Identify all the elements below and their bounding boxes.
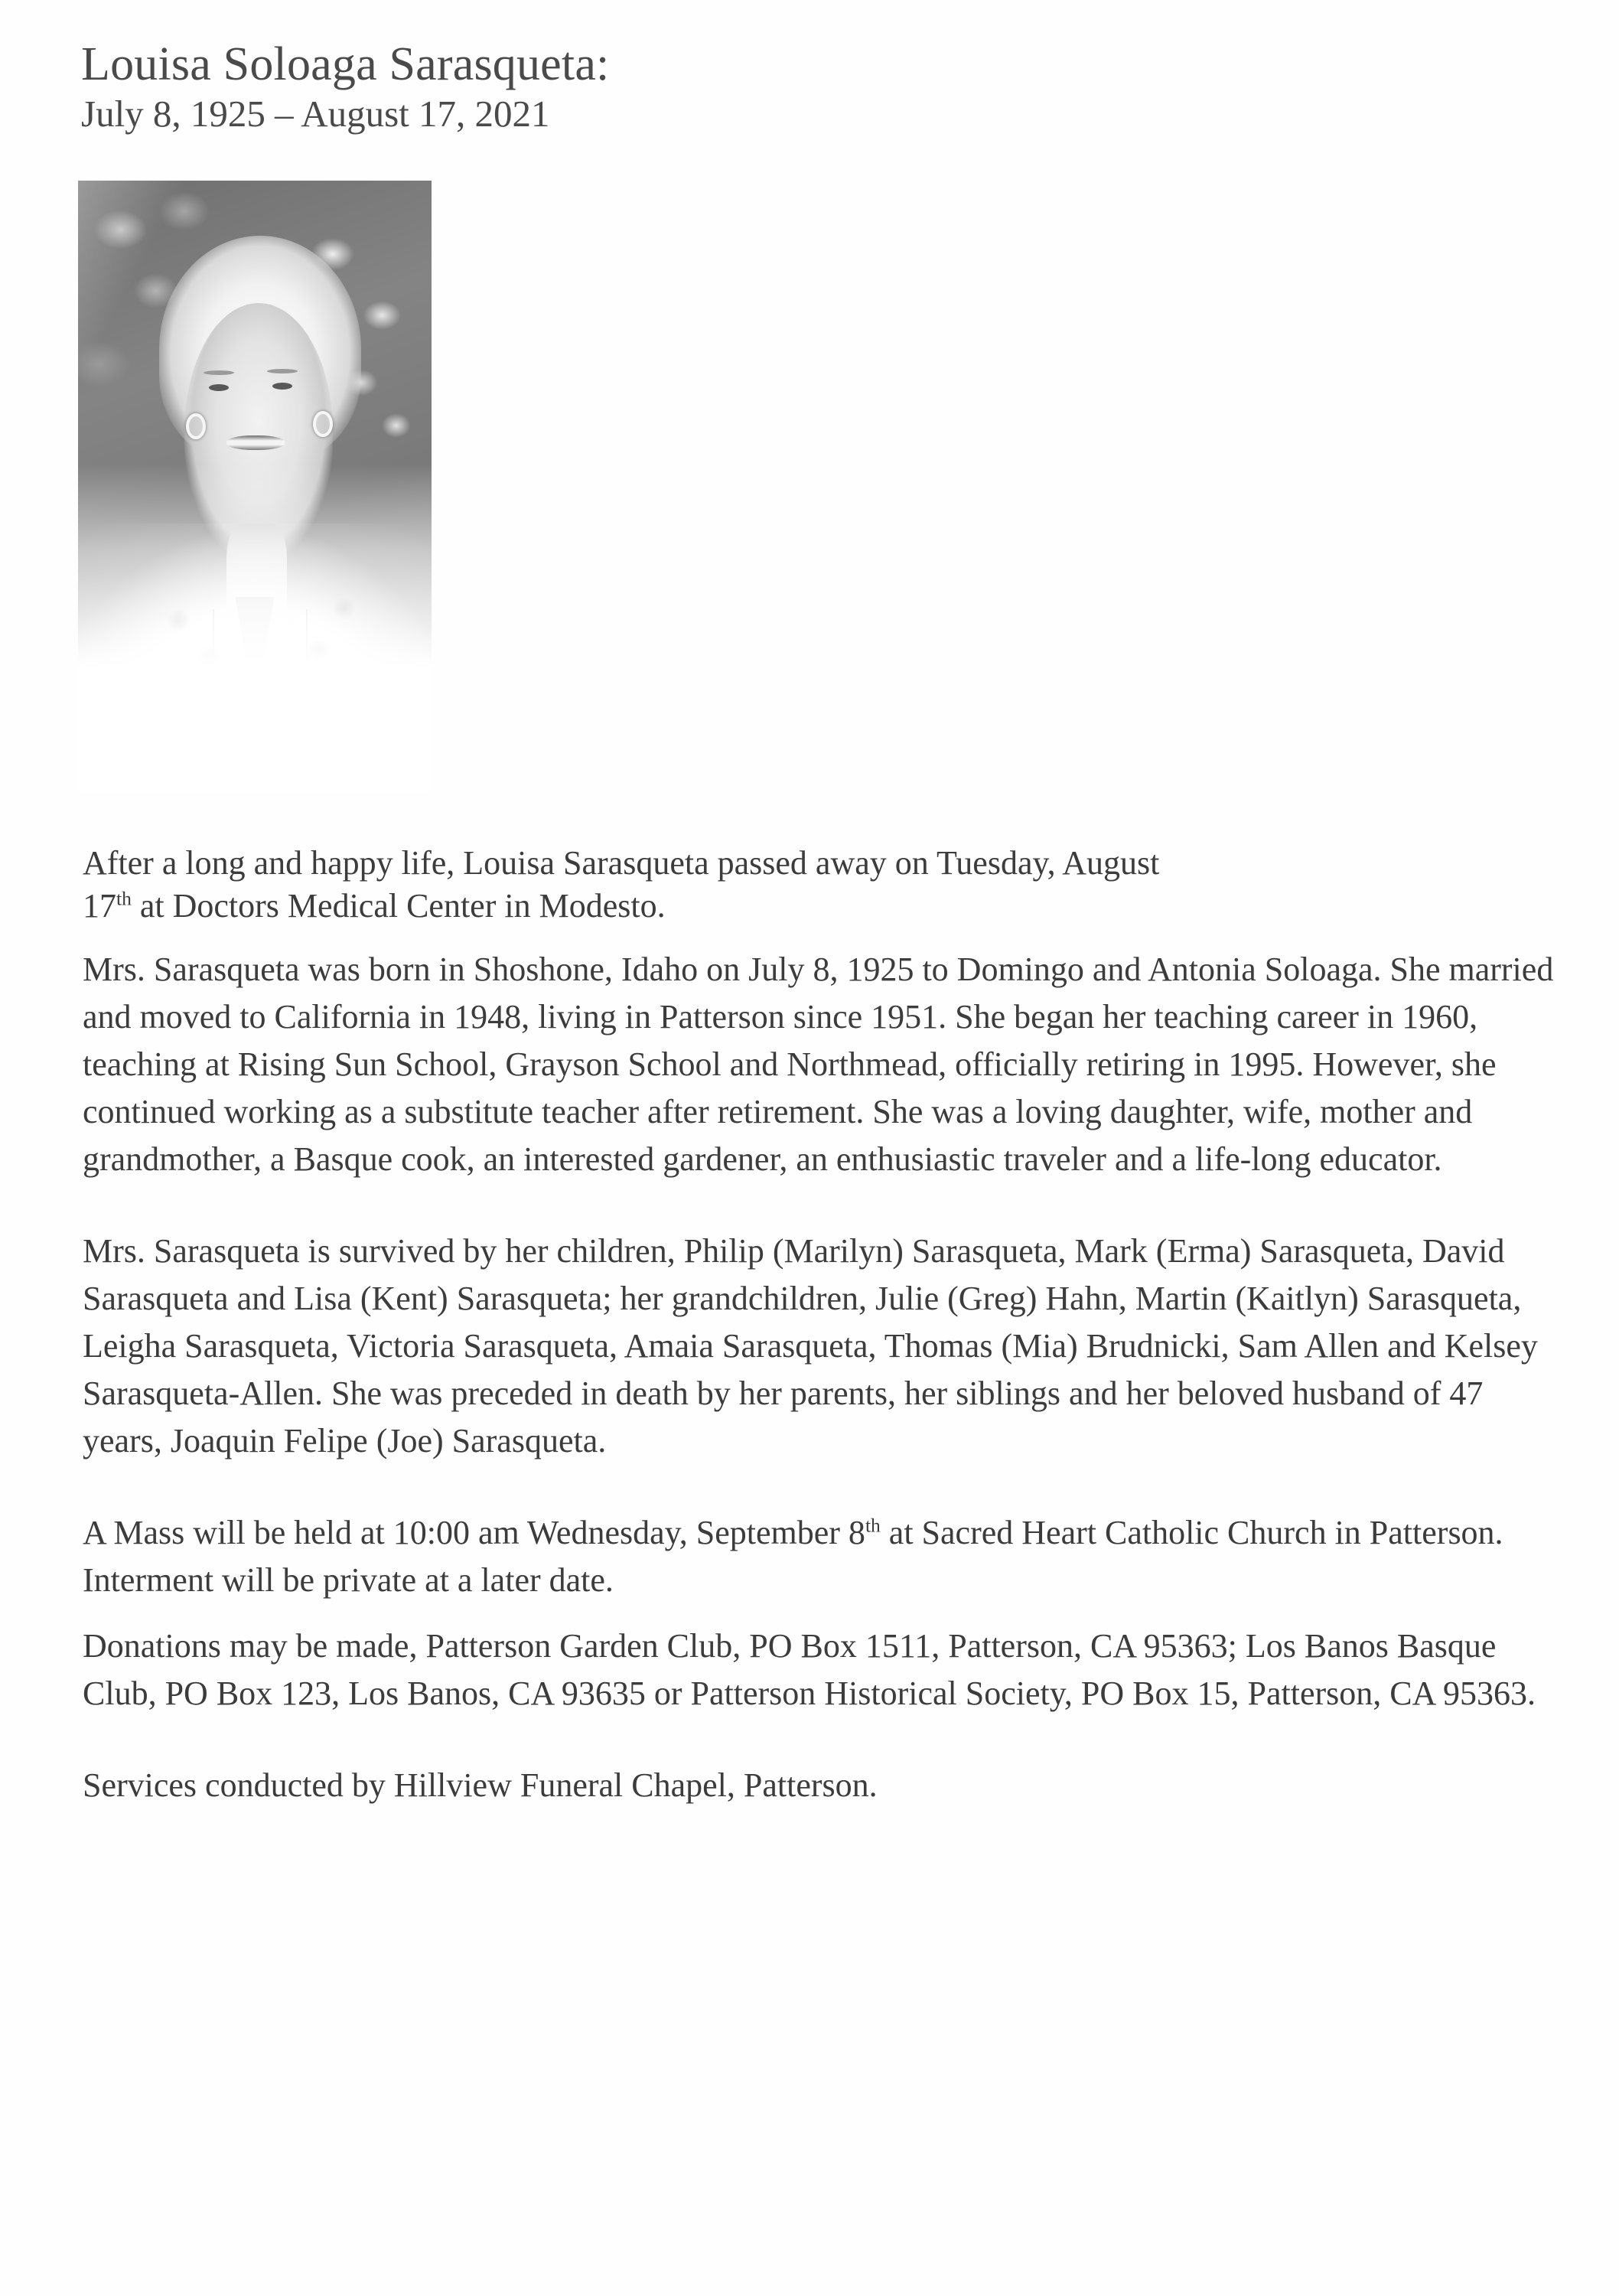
service-text-post: at Sacred Heart Catholic Church in Patterson. Interment will be private at a later date. <box>83 1514 1503 1599</box>
obituary-header <box>81 40 1565 135</box>
portrait-photo <box>78 181 432 793</box>
portrait-background <box>78 181 432 793</box>
intro-line-1: After a long and happy life, Louisa Sarasqueta passed away on Tuesday, August <box>83 844 1160 882</box>
service-ordinal-suffix: th <box>865 1514 881 1537</box>
intro-line-2-rest: at Doctors Medical Center in Modesto. <box>131 887 666 925</box>
portrait-earring-left <box>186 413 206 439</box>
portrait-brow-left <box>204 370 234 375</box>
portrait-brow-right <box>267 369 298 373</box>
paragraph-services-conducted-by: Services conducted by Hillview Funeral Chapel, Patterson. <box>83 1766 878 1804</box>
intro-line-2-day: 17 <box>83 887 116 925</box>
paragraph-donations: Donations may be made, Patterson Garden Club, PO Box 1511, Patterson, CA 95363; Los Banos Basque Club, PO Box 123, Los Banos, CA 93635 or Patterson Historical Society, PO Box 15, Patterson, CA 95363. <box>83 1627 1536 1712</box>
portrait-earring-right <box>313 411 333 437</box>
portrait-eye-right <box>272 383 292 390</box>
paragraph-service <box>83 1509 1559 1604</box>
decedent-dates: July 8, 1925 – August 17, 2021 <box>81 93 550 135</box>
decedent-name: Louisa Soloaga Sarasqueta: <box>81 38 610 90</box>
intro-ordinal-suffix: th <box>116 887 132 910</box>
portrait-white-fade <box>78 464 432 793</box>
paragraph-intro <box>83 842 1559 928</box>
service-text-pre: A Mass will be held at 10:00 am Wednesday, September 8 <box>83 1514 865 1551</box>
paragraph-biography: Mrs. Sarasqueta was born in Shoshone, Idaho on July 8, 1925 to Domingo and Antonia Soloaga. She married and moved to California in 1948, living in Patterson since 1951. She began her teaching career in 1960, teaching at Rising Sun School, Grayson School and Northmead, officially retiring in 1995. However, she continued working as a substitute teacher after retirement. She was a loving daughter, wife, mother and grandmother, a Basque cook, an interested gardener, an enthusiastic traveler and a life-long educator. <box>83 951 1554 1178</box>
paragraph-survivors: Mrs. Sarasqueta is survived by her children, Philip (Marilyn) Sarasqueta, Mark (Erma) Sarasqueta, David Sarasqueta and Lisa (Kent) Sarasqueta; her grandchildren, Julie (Greg) Hahn, Martin (Kaitlyn) Sarasqueta, Leigha Sarasqueta, Victoria Sarasqueta, Amaia Sarasqueta, Thomas (Mia) Brudnicki, Sam Allen and Kelsey Sarasqueta-Allen. She was preceded in death by her parents, her siblings and her beloved husband of 47 years, Joaquin Felipe (Joe) Sarasqueta. <box>83 1232 1538 1459</box>
obituary-body <box>83 842 1559 1809</box>
portrait-mouth <box>226 435 285 450</box>
portrait-eye-left <box>209 384 229 391</box>
